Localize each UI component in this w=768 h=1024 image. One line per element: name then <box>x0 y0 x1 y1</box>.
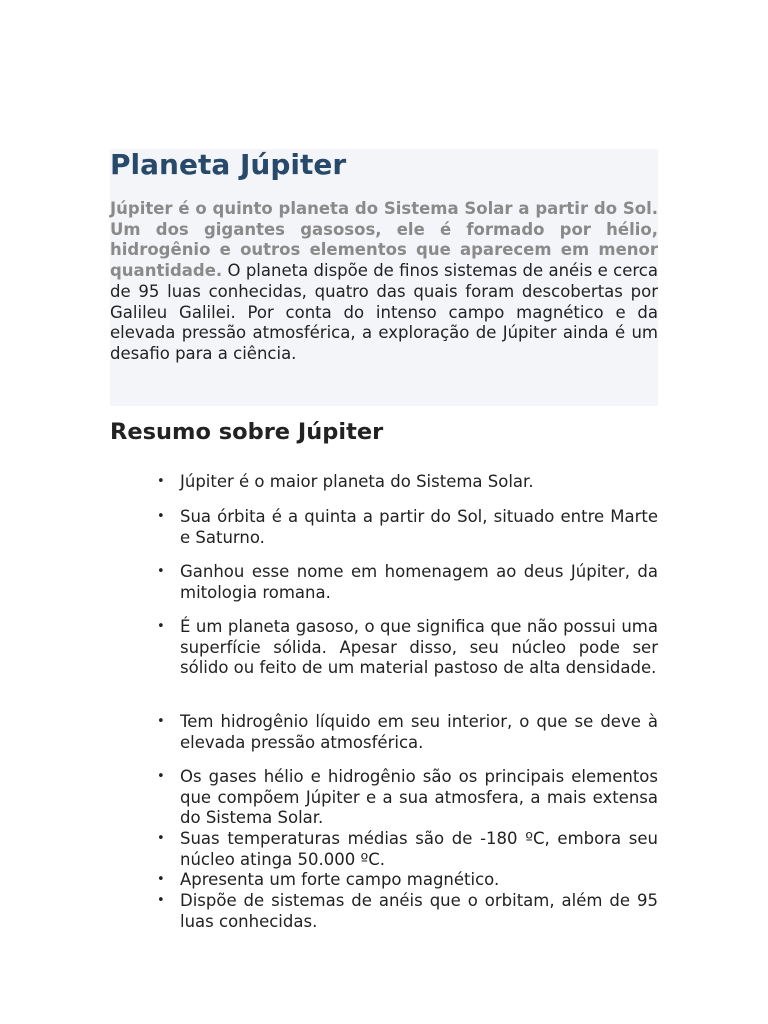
list-item-text: Júpiter é o maior planeta do Sistema Solar. <box>180 472 534 491</box>
list-item <box>157 829 658 870</box>
list-item-text: Apresenta um forte campo magnético. <box>180 870 500 889</box>
list-item-text: É um planeta gasoso, o que significa que não possui uma superfície sólida. Apesar disso, seu núcleo pode ser sólido ou feito de um material pastoso de alta densidade. <box>180 617 658 678</box>
page-title: Planeta Júpiter <box>110 148 347 181</box>
list-item <box>157 891 658 932</box>
bullet-icon: • <box>157 474 165 489</box>
list-item <box>157 712 658 753</box>
list-item-text: Dispõe de sistemas de anéis que o orbitam, além de 95 luas conhecidas. <box>180 891 658 931</box>
bullet-icon: • <box>157 872 165 887</box>
intro-paragraph <box>110 199 658 365</box>
list-item <box>157 472 658 493</box>
bullet-icon: • <box>157 769 165 784</box>
bullet-icon: • <box>157 564 165 579</box>
list-item-text: Os gases hélio e hidrogênio são os principais elementos que compõem Júpiter e a sua atmosfera, a mais extensa do Sistema Solar. <box>180 767 658 828</box>
list-item <box>157 767 658 829</box>
list-item-text: Ganhou esse nome em homenagem ao deus Júpiter, da mitologia romana. <box>180 562 658 602</box>
bullet-icon: • <box>157 831 165 846</box>
list-item-text: Sua órbita é a quinta a partir do Sol, situado entre Marte e Saturno. <box>180 507 658 547</box>
list-item-text: Tem hidrogênio líquido em seu interior, o que se deve à elevada pressão atmosférica. <box>180 712 658 752</box>
intro-body-text: O planeta dispõe de finos sistemas de anéis e cerca de 95 luas conhecidas, quatro das quais foram descobertas por Galileu Galilei. Por conta do intenso campo magnético e da elevada pressão atmosférica, a exploração de Júpiter ainda é um desafio para a ciência. <box>110 261 658 363</box>
summary-heading: Resumo sobre Júpiter <box>110 419 384 445</box>
bullet-icon: • <box>157 619 165 634</box>
list-item <box>157 870 658 891</box>
list-item-text: Suas temperaturas médias são de -180 ºC, embora seu núcleo atinga 50.000 ºC. <box>180 829 658 869</box>
bullet-icon: • <box>157 509 165 524</box>
list-item <box>157 507 658 548</box>
bullet-icon: • <box>157 714 165 729</box>
list-item <box>157 617 658 679</box>
list-item <box>157 562 658 603</box>
bullet-icon: • <box>157 893 165 908</box>
intro-lead-text: Júpiter é o quinto planeta do Sistema Solar a partir do Sol. Um dos gigantes gasosos, ele é formado por hélio, hidrogênio e outros elementos que aparecem em menor quantidade. <box>110 199 658 281</box>
